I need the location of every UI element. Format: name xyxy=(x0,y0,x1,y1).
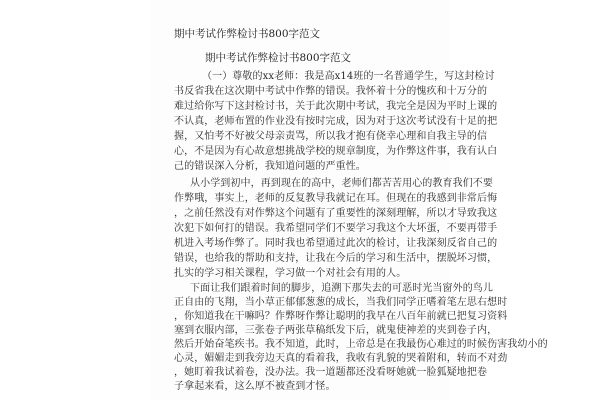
paragraph-3-line: 子拿起来看，这么厚不被查到才怪。 xyxy=(174,381,336,392)
paragraph-3-line: ，你知道我在干嘛吗？作弊呀作弊让聪明的我早在八百年前就已把复习资料 xyxy=(174,311,508,322)
paragraph-2-line: 从小学到初中，再到现在的高中，老师们都苦苦用心的教育我们不要 xyxy=(190,178,493,189)
paragraph-2-line: 次犯下如何打的错误。我希望同学们不要学习我这个大坏蛋，不要再带手 xyxy=(174,223,498,234)
paragraph-3-line: 心灵，媚媚走到我旁边天真的看着我，我收有乳貌的哭着附和，转而不对劲 xyxy=(174,353,508,364)
paragraph-1-line: （一）尊敬的xx老师：我是高x14班的一名普通学生，写这封检讨 xyxy=(202,71,495,82)
paragraph-1-line: 心，不是因为有心故意想挑战学校的规章制度，为作弊这件事，我有认白 xyxy=(174,146,498,157)
document-title: 期中考试作弊检讨书800字范文 xyxy=(174,28,321,40)
paragraph-3-line: ，她盯着我试着卷，没办法。我一道题都还没看呀她就一脸狐疑地把卷 xyxy=(174,367,488,378)
paragraph-1-line: 难过给你写下这封检讨书，关于此次期中考试，我完全是因为平时上课的 xyxy=(174,101,498,112)
paragraph-3-line: 然后开始奋笔疾书。我不知道，此时，上帝总是在我最伤心难过的时候伤害我幼小的 xyxy=(174,339,548,350)
paragraph-2-line: 错误，也给我的帮助和支持，让我在今后的学习和生活中，摆脱坏习惯， xyxy=(174,253,498,264)
document-subtitle: 期中考试作弊检讨书800字范文 xyxy=(205,52,352,64)
paragraph-3-line: 正自由的飞翔，当小草正郁郁葱葱的成长，当我们同学正嗜着笔左思右想时 xyxy=(174,297,508,308)
paragraph-1-line: 书反省我在这次期中考试中作弊的错误。我怀着十分的愧疚和十万分的 xyxy=(174,86,488,97)
paragraph-1-line: 不认真，老师布置的作业没有按时完成，因为对于这次考试没有十足的把 xyxy=(174,116,498,127)
paragraph-2-line: ，之前任然没有对作弊这个问题有了重要性的深刻理解，所以才导致我这 xyxy=(174,208,498,219)
paragraph-2-line: 作弊哦，事实上，老师的反复教导我就记在耳。但现在的我感到非常后悔 xyxy=(174,193,498,204)
paragraph-3-line: 塞到衣服内部，三张卷子两张草稿纸发下后，就鬼使神差的夹到卷子内， xyxy=(174,325,498,336)
paragraph-1-line: 握，又怕考不好被父母亲责骂，所以我才抱有侥幸心理和自我主导的信 xyxy=(174,131,488,142)
paragraph-2-line: 机进入考场作弊了。同时我也希望通过此次的检讨，让我深刻反省自己的 xyxy=(174,238,498,249)
paragraph-3-line: 下面让我们跟着时间的脚步，追溯下那失去的可恶时光当窗外的鸟儿 xyxy=(190,283,493,294)
paragraph-1-line: 己的错误深入分析，我知道问题的严重性。 xyxy=(174,161,366,172)
paragraph-2-line: 扎实的学习相关课程，学习做一个对社会有用的人。 xyxy=(174,268,407,279)
